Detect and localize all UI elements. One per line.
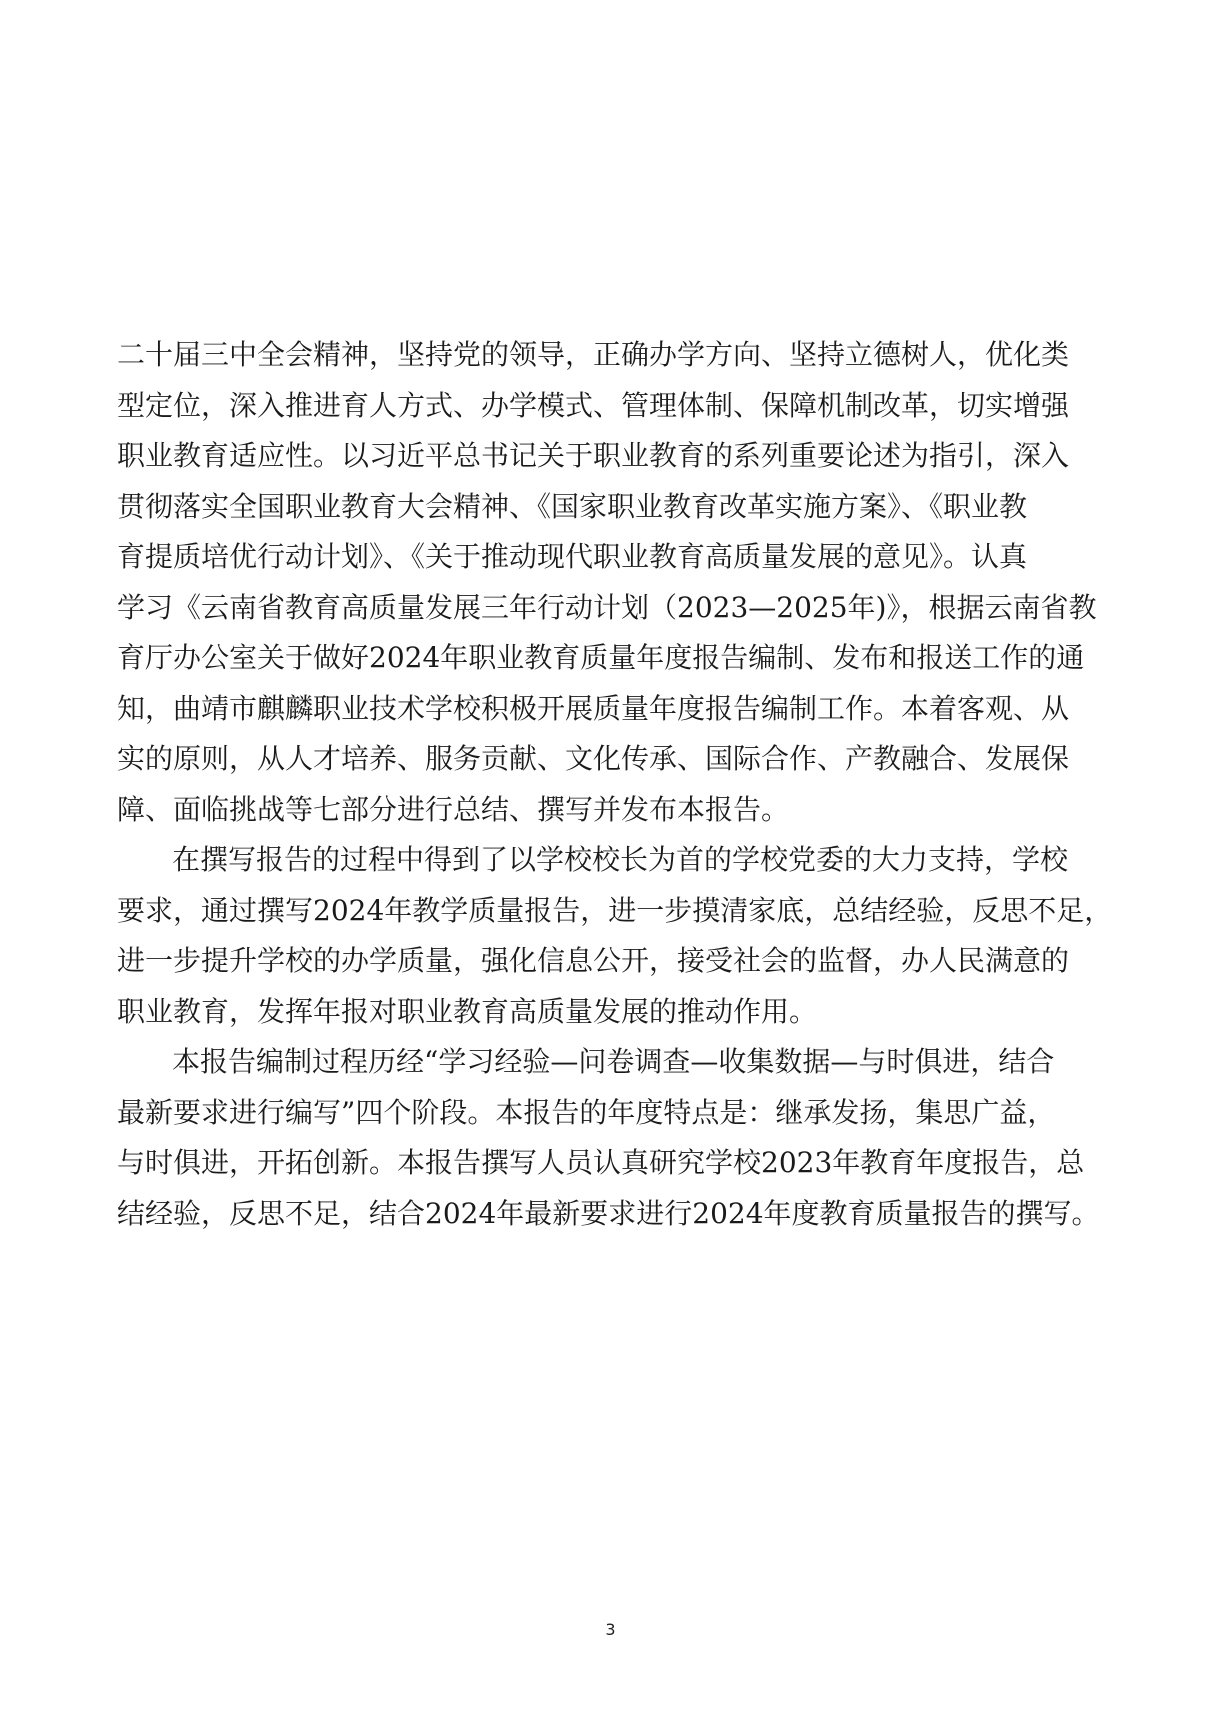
text-line: 进一步提升学校的办学质量，强化信息公开，接受社会的监督，办人民满意的 — [117, 944, 1070, 977]
text-line: 本报告编制过程历经“学习经验—问卷调查—收集数据—与时俱进，结合 — [172, 1045, 1055, 1078]
text-line: 贯彻落实全国职业教育大会精神、《国家职业教育改革实施方案》、《职业教 — [117, 489, 1028, 523]
text-line: 实的原则，从人才培养、服务贡献、文化传承、国际合作、产教融合、发展保 — [117, 742, 1070, 775]
text-line: 障、面临挑战等七部分进行总结、撰写并发布本报告。 — [117, 792, 790, 826]
page-number: 3 — [605, 1620, 616, 1639]
text-line: 最新要求进行编写”四个阶段。本报告的年度特点是：继承发扬，集思广益， — [117, 1095, 1056, 1129]
text-line: 在撰写报告的过程中得到了以学校校长为首的学校党委的大力支持，学校 — [172, 843, 1069, 876]
text-line: 学习《云南省教育高质量发展三年行动计划（2023—2025年)》，根据云南省教 — [117, 590, 1097, 624]
text-line: 育提质培优行动计划》、《关于推动现代职业教育高质量发展的意见》。认真 — [117, 540, 1028, 573]
text-line: 与时俱进，开拓创新。本报告撰写人员认真研究学校2023年教育年度报告，总 — [117, 1146, 1085, 1179]
paragraph-support — [117, 835, 1112, 1037]
text-line: 知，曲靖市麒麟职业技术学校积极开展质量年度报告编制工作。本着客观、从 — [117, 691, 1070, 725]
text-line: 职业教育适应性。以习近平总书记关于职业教育的系列重要论述为指引，深入 — [117, 439, 1070, 472]
paragraph-process — [117, 1037, 1112, 1239]
text-line: 育厅办公室关于做好2024年职业教育质量年度报告编制、发布和报送工作的通 — [117, 641, 1085, 674]
paragraph-intro — [117, 330, 1112, 835]
text-line: 型定位，深入推进育人方式、办学模式、管理体制、保障机制改革，切实增强 — [117, 388, 1070, 422]
document-body — [117, 330, 1112, 1239]
text-line: 要求，通过撰写2024年教学质量报告，进一步摸清家底，总结经验，反思不足， — [117, 893, 1113, 927]
text-line: 二十届三中全会精神，坚持党的领导，正确办学方向、坚持立德树人，优化类 — [117, 338, 1070, 371]
text-line: 结经验，反思不足，结合2024年最新要求进行2024年度教育质量报告的撰写。 — [117, 1196, 1100, 1230]
text-line: 职业教育，发挥年报对职业教育高质量发展的推动作用。 — [117, 994, 818, 1028]
